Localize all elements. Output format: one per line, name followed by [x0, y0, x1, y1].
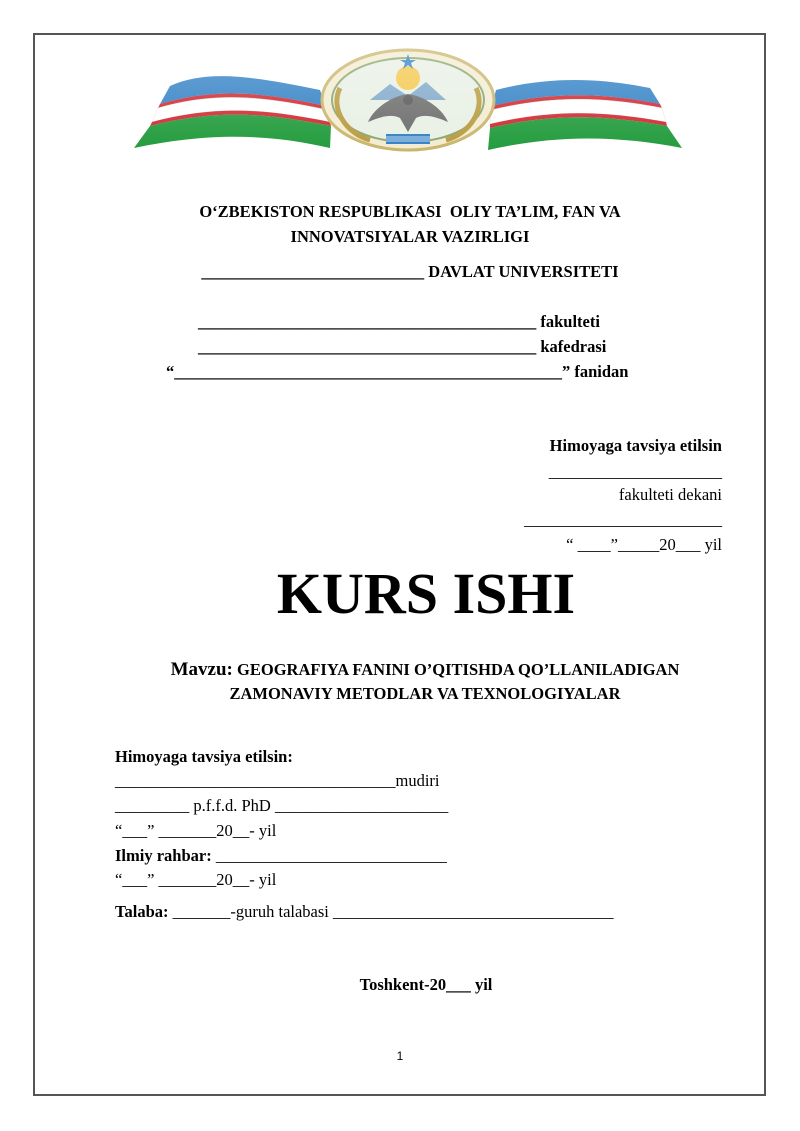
university-line — [120, 264, 700, 281]
faculty-label: fakulteti — [536, 312, 600, 331]
state-emblem-with-flags — [130, 48, 686, 158]
approval-date: “ ____”_____20___ yil — [566, 535, 722, 554]
department-blank: _________________________________________ — [198, 337, 537, 356]
university-name: DAVLAT UNIVERSITETI — [424, 262, 619, 281]
topic-line-2: ZAMONAVIY METODLAR VA TEXNOLOGIYALAR — [229, 684, 621, 703]
faculty-line — [198, 314, 600, 331]
subject-label: ” fanidan — [562, 362, 629, 381]
phd-line: _________ p.f.f.d. PhD _____________________ — [115, 796, 449, 815]
page-number: 1 — [396, 1049, 404, 1063]
dean-label: fakulteti dekani — [618, 485, 722, 504]
subject-line — [166, 364, 628, 381]
dean-name-line: ________________________ — [524, 510, 722, 529]
faculty-blank: _________________________________________ — [198, 312, 537, 331]
university-blank: ___________________________ — [201, 262, 425, 281]
ministry-line-2: INNOVATSIYALAR VAZIRLIGI — [290, 227, 530, 246]
date-line-2: “___” _______20__- yil — [115, 870, 277, 889]
supervisor-label: Ilmiy rahbar: — [115, 846, 212, 865]
city-year: Toshkent-20___ yil — [359, 975, 493, 994]
recommend-title: Himoyaga tavsiya etilsin: — [115, 747, 293, 766]
student-line — [115, 904, 614, 921]
topic-text-1: GEOGRAFIYA FANINI O’QITISHDA QO’LLANILADIGAN — [232, 660, 680, 679]
department-label: kafedrasi — [536, 337, 607, 356]
topic-line-1 — [115, 660, 735, 679]
head-line — [115, 773, 440, 790]
student-text: _______-guruh talabasi __________________________________ — [168, 902, 614, 921]
department-line — [198, 339, 606, 356]
topic-label: Mavzu: — [170, 659, 233, 680]
supervisor-blank: ____________________________ — [211, 846, 447, 865]
document-title: KURS ISHI — [276, 561, 576, 626]
approval-title: Himoyaga tavsiya etilsin — [549, 436, 722, 455]
student-label: Talaba: — [115, 902, 169, 921]
ministry-line-1: O‘ZBEKISTON RESPUBLIKASI OLIY TA’LIM, FAN VA — [199, 202, 621, 221]
supervisor-line — [115, 848, 447, 865]
subject-blank: _______________________________________________ — [174, 362, 562, 381]
head-blank: __________________________________ — [115, 771, 396, 790]
subject-open-quote: “ — [166, 362, 175, 381]
approval-signature-line: _____________________ — [548, 462, 722, 481]
head-label: mudiri — [395, 771, 440, 790]
date-line-1: “___” _______20__- yil — [115, 821, 277, 840]
